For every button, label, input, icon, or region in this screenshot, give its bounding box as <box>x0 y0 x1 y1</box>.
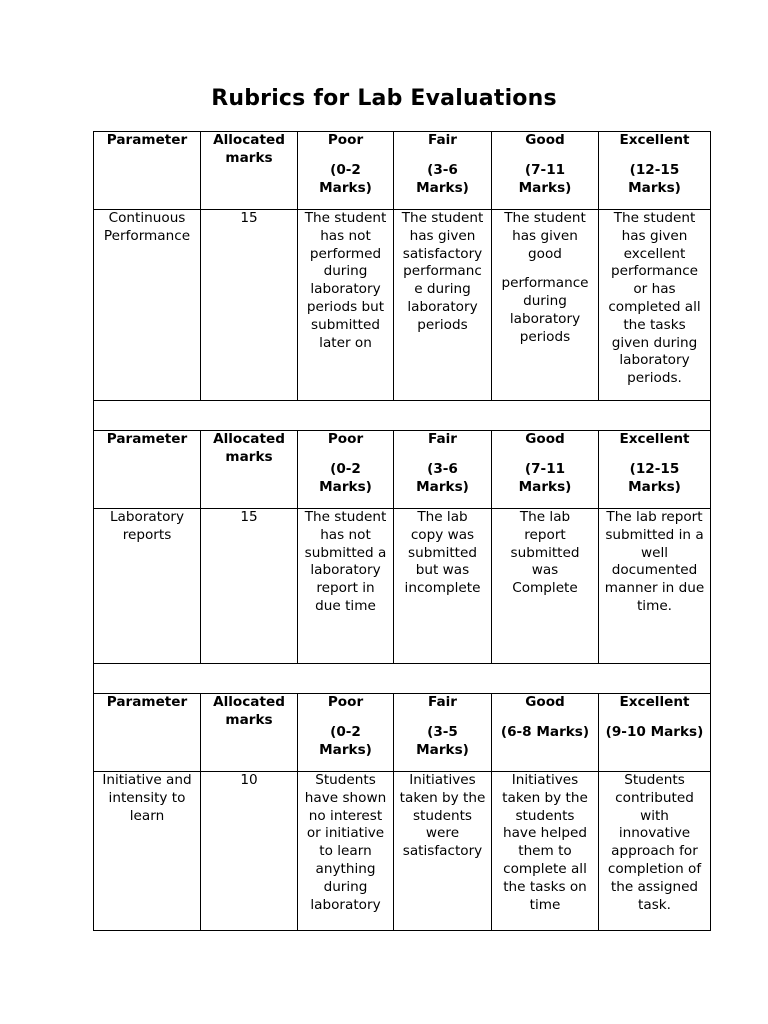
header-good: Good (7-11 Marks) <box>492 132 599 210</box>
excellent-cell: Students contributed with innovative approach for completion of the assigned task. <box>599 772 711 931</box>
header-allocated-marks: Allocated marks <box>201 132 298 210</box>
good-range: (6-8 Marks) <box>500 723 590 740</box>
allocated-marks-cell: 10 <box>201 772 298 931</box>
good-range: (7-11 Marks) <box>518 161 572 196</box>
header-fair: Fair (3-6 Marks) <box>394 132 492 210</box>
header-parameter: Parameter <box>94 132 201 210</box>
poor-cell: The student has not submitted a laboratory report in due time <box>298 509 394 664</box>
document-title: Rubrics for Lab Evaluations <box>211 86 557 111</box>
rubric-table <box>93 131 711 931</box>
spacer-cell <box>94 664 711 694</box>
fair-range: (3-6 Marks) <box>416 161 469 196</box>
header-parameter: Parameter <box>94 694 201 772</box>
good-cell-line-1: The student has given good <box>504 210 586 262</box>
header-good: Good (6-8 Marks) <box>492 694 599 772</box>
header-row <box>94 431 711 509</box>
header-good: Good (7-11 Marks) <box>492 431 599 509</box>
table-row <box>94 210 711 401</box>
good-cell: Initiatives taken by the students have helped them to complete all the tasks on time <box>492 772 599 931</box>
parameter-cell: Continuous Performance <box>94 210 201 401</box>
excellent-range: (12-15 Marks) <box>628 460 681 495</box>
header-poor: Poor (0-2 Marks) <box>298 132 394 210</box>
good-cell: The lab report submitted was Complete <box>492 509 599 664</box>
good-cell-line-2: performance during laboratory periods <box>501 275 589 345</box>
fair-range: (3-6 Marks) <box>416 460 469 495</box>
allocated-marks-cell: 15 <box>201 509 298 664</box>
header-poor: Poor (0-2 Marks) <box>298 694 394 772</box>
good-cell <box>492 210 599 401</box>
fair-cell: The student has given satisfactory performanc e during laboratory periods <box>394 210 492 401</box>
poor-range: (0-2 Marks) <box>319 161 372 196</box>
parameter-cell: Laboratory reports <box>94 509 201 664</box>
poor-cell: Students have shown no interest or initiative to learn anything during laboratory <box>298 772 394 931</box>
table-row <box>94 772 711 931</box>
poor-range: (0-2 Marks) <box>319 460 372 495</box>
table-row <box>94 509 711 664</box>
header-poor: Poor (0-2 Marks) <box>298 431 394 509</box>
spacer-row <box>94 401 711 431</box>
header-allocated-marks: Allocated marks <box>201 694 298 772</box>
header-row <box>94 132 711 210</box>
excellent-range: (9-10 Marks) <box>605 723 704 740</box>
spacer-cell <box>94 401 711 431</box>
excellent-cell: The lab report submitted in a well documented manner in due time. <box>599 509 711 664</box>
excellent-cell: The student has given excellent performance or has completed all the tasks given during laboratory periods. <box>599 210 711 401</box>
allocated-marks-cell: 15 <box>201 210 298 401</box>
header-row <box>94 694 711 772</box>
fair-cell: The lab copy was submitted but was incomplete <box>394 509 492 664</box>
header-allocated-marks: Allocated marks <box>201 431 298 509</box>
spacer-row <box>94 664 711 694</box>
excellent-range: (12-15 Marks) <box>628 161 681 196</box>
fair-cell: Initiatives taken by the students were satisfactory <box>394 772 492 931</box>
header-excellent: Excellent (12-15 Marks) <box>599 431 711 509</box>
header-fair: Fair (3-5 Marks) <box>394 694 492 772</box>
fair-range: (3-5 Marks) <box>416 723 469 758</box>
poor-range: (0-2 Marks) <box>319 723 372 758</box>
header-fair: Fair (3-6 Marks) <box>394 431 492 509</box>
good-range: (7-11 Marks) <box>518 460 572 495</box>
header-excellent: Excellent (12-15 Marks) <box>599 132 711 210</box>
header-excellent: Excellent (9-10 Marks) <box>599 694 711 772</box>
parameter-cell: Initiative and intensity to learn <box>94 772 201 931</box>
poor-cell: The student has not performed during laboratory periods but submitted later on <box>298 210 394 401</box>
header-parameter: Parameter <box>94 431 201 509</box>
